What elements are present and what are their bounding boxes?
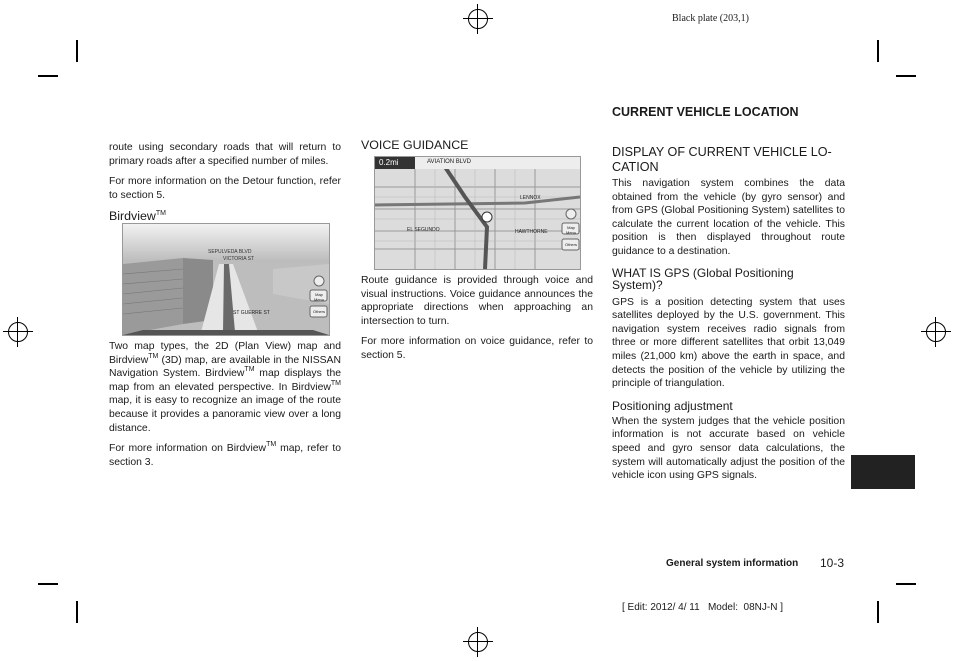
paragraph: Two map types, the 2D (Plan View) map and Birdview™ (3D) map, are available in the NISSAN Navigation System. Birdview™ map displays the map from an elevated perspective. In Birdview™ map, it is easy to recognize an image of the route because it provides a panoramic view over a long distance. [109, 341, 342, 434]
map-menu-button: Map Menu [565, 225, 576, 235]
left-column-lower [109, 340, 341, 476]
crop-mark [877, 601, 879, 623]
paragraph: For more information on the Detour function, refer to section 5. [109, 176, 341, 201]
edit-info: [ Edit: 2012/ 4/ 11 Model: 08NJ-N ] [622, 602, 784, 613]
registration-mark-bottom [463, 627, 493, 657]
plate-label: Black plate (203,1) [672, 13, 749, 24]
others-button: Others [564, 242, 577, 247]
voice-guidance-screenshot [374, 156, 581, 270]
street-label: VICTORIA ST [223, 256, 255, 262]
place-label: LENNOX [520, 195, 541, 201]
paragraph: This navigation system combines the data obtained from the vehicle (by gyro sensor) and from GPS (Global Positioning System) satellites to calculate the current location of the vehicle. This position is then displayed throughout route guidance to a destination. [612, 178, 845, 257]
distance-readout: 0.2mi [379, 158, 399, 167]
section-title: CURRENT VEHICLE LOCATION [612, 105, 799, 119]
crop-mark [76, 601, 78, 623]
place-label: EL SEGUNDO [407, 227, 440, 233]
gps-heading: WHAT IS GPS (Global Positioning System)? [612, 265, 794, 293]
street-label: ST GUERRE ST [233, 310, 270, 316]
birdview-heading: Birdview™ [109, 209, 166, 224]
registration-mark-top [463, 4, 493, 34]
left-column [109, 141, 341, 228]
paragraph: GPS is a position detecting system that uses satellites deployed by the U.S. government. This navigation system receives radio signals from three or more different satellites that orbit 13,049 miles (21,000 km) above the earth in space, and detects the position of the vehicle by utilizing the principle of triangulation. [612, 296, 845, 390]
crop-mark [896, 583, 916, 585]
place-label: HAWTHORNE [515, 229, 548, 235]
registration-mark-left [3, 317, 33, 347]
map-menu-button: Map Menu [313, 292, 324, 302]
right-column [612, 104, 845, 490]
middle-column-lower [361, 274, 593, 370]
footer-section-name: General system information [666, 558, 799, 569]
voice-guidance-heading: VOICE GUIDANCE [361, 138, 469, 152]
street-label: AVIATION BLVD [427, 159, 472, 165]
crop-mark [76, 40, 78, 62]
birdview-screenshot [122, 223, 330, 336]
display-location-heading: DISPLAY OF CURRENT VEHICLE LO-CATION [612, 145, 832, 174]
paragraph: For more information on Birdview™ map, refer to section 3. [109, 441, 342, 468]
page-number: 10-3 [820, 556, 845, 570]
paragraph: route using secondary roads that will return to primary roads after a specified number of miles. [109, 142, 341, 167]
street-label: SEPULVEDA BLVD [208, 249, 252, 255]
chapter-tab [851, 455, 915, 489]
crop-mark [38, 583, 58, 585]
paragraph: When the system judges that the vehicle position information is not accurate based on vehicle speed and gyro sensor data calculations, the system will automatically adjust the position of the vehicle icon using GPS signals. [612, 415, 845, 482]
crop-mark [877, 40, 879, 62]
paragraph: For more information on voice guidance, refer to section 5. [361, 336, 593, 361]
paragraph: Route guidance is provided through voice and visual instructions. Voice guidance announces the appropriate directions when approaching an intersection to turn. [361, 275, 593, 327]
registration-mark-right [921, 317, 951, 347]
positioning-adjustment-heading: Positioning adjustment [612, 398, 733, 413]
crop-mark [896, 75, 916, 77]
others-button: Others [312, 309, 325, 314]
crop-mark [38, 75, 58, 77]
middle-column [361, 138, 593, 157]
